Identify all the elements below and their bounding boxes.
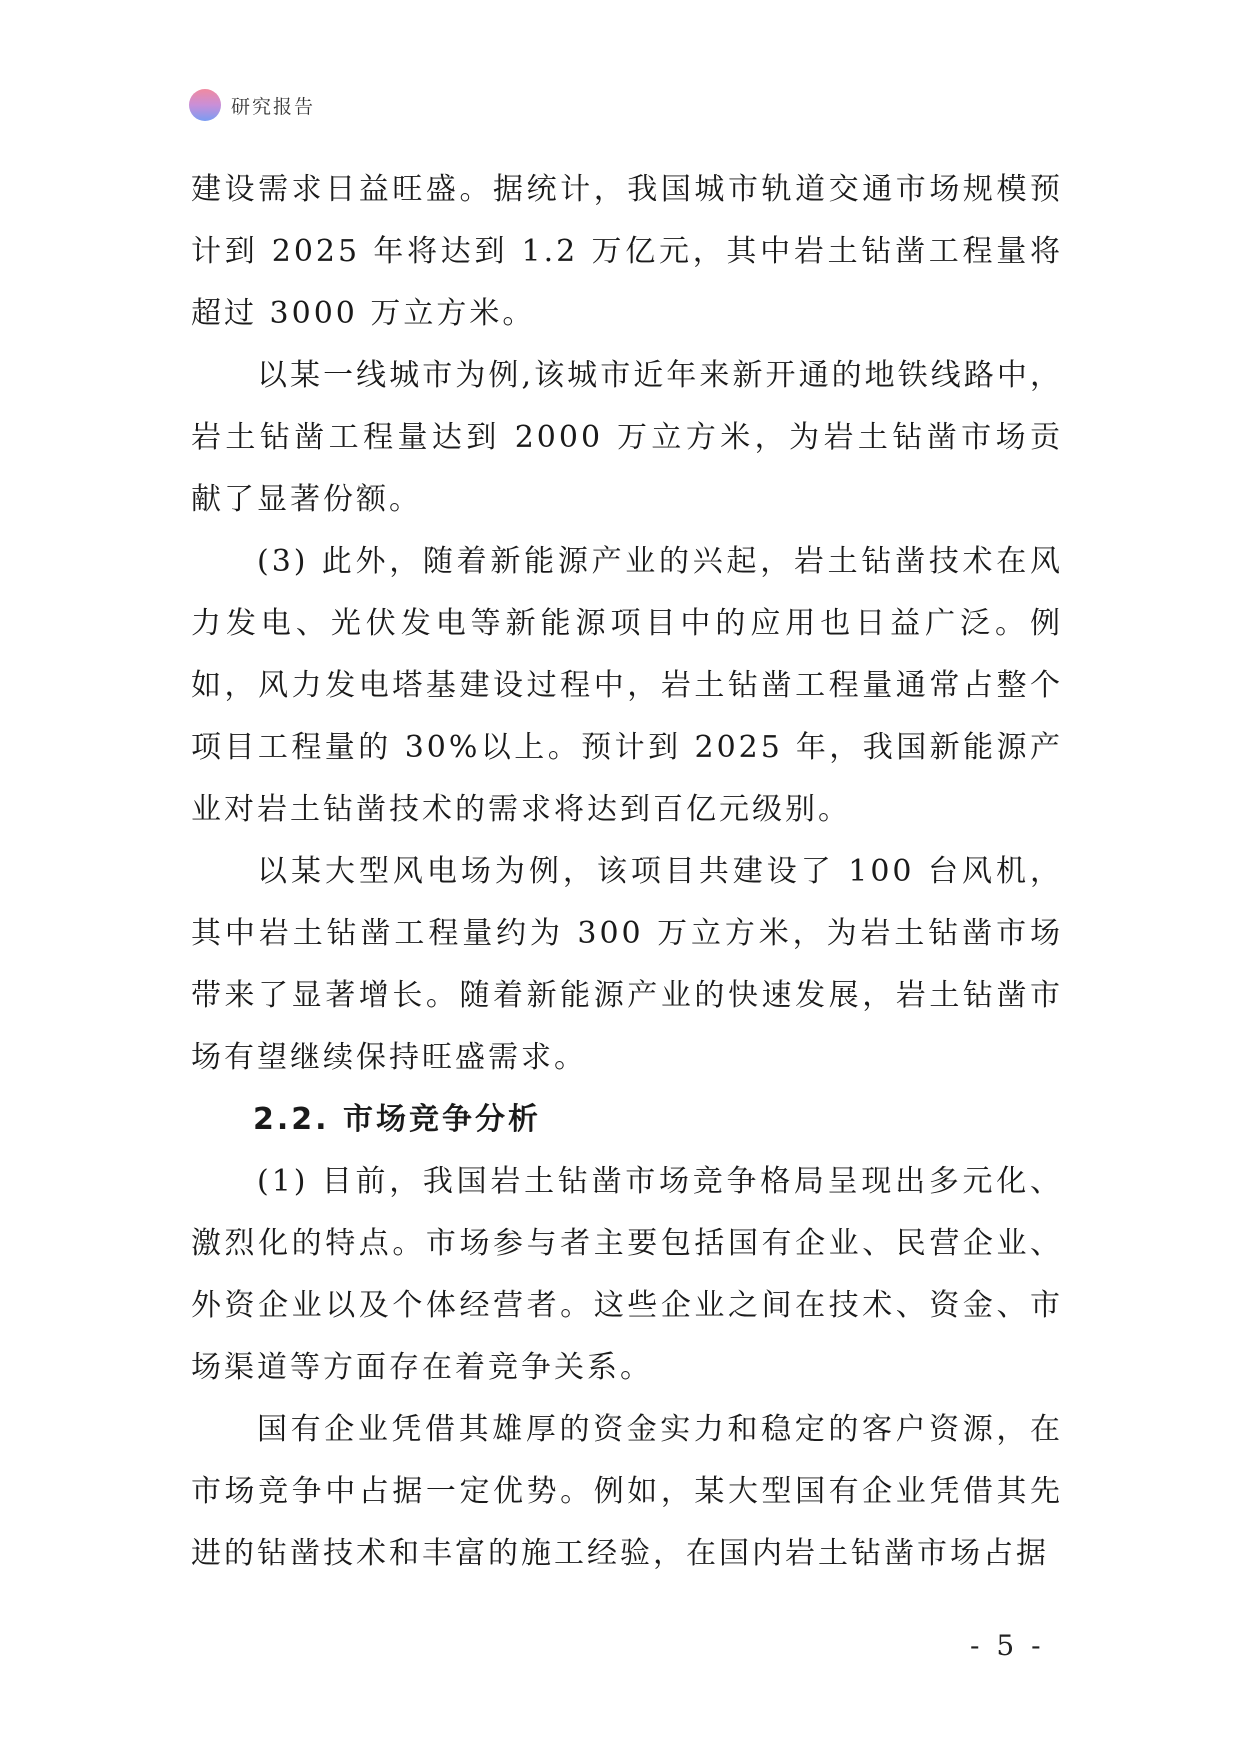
section-heading: 2.2. 市场竞争分析 (253, 1102, 541, 1137)
paragraph-state-owned: 国有企业凭借其雄厚的资金实力和稳定的客户资源，在市场竞争中占据一定优势。例如，某大型国有企业凭借其先进的钻凿技术和丰富的施工经验，在国内岩土钻凿市场占据 (191, 1412, 1063, 1571)
page-number: - 5 - (970, 1629, 1045, 1662)
paragraph-city-example: 以某一线城市为例,该城市近年来新开通的地铁线路中，岩土钻凿工程量达到 2000 万立方米，为岩土钻凿市场贡献了显著份额。 (191, 358, 1063, 517)
document-body (191, 159, 1063, 1585)
page-header (189, 89, 315, 121)
paragraph-new-energy: (3) 此外，随着新能源产业的兴起，岩土钻凿技术在风力发电、光伏发电等新能源项目中的应用也日益广泛。例如，风力发电塔基建设过程中，岩土钻凿工程量通常占整个项目工程量的 30%以上。预计到 2025 年，我国新能源产业对岩土钻凿技术的需求将达到百亿元级别。 (191, 544, 1063, 827)
paragraph-continuation: 建设需求日益旺盛。据统计，我国城市轨道交通市场规模预计到 2025 年将达到 1.2 万亿元，其中岩土钻凿工程量将超过 3000 万立方米。 (191, 172, 1063, 331)
paragraph-competition: (1) 目前，我国岩土钻凿市场竞争格局呈现出多元化、激烈化的特点。市场参与者主要包括国有企业、民营企业、外资企业以及个体经营者。这些企业之间在技术、资金、市场渠道等方面存在着竞争关系。 (191, 1164, 1063, 1385)
report-logo-icon (189, 89, 221, 121)
header-title: 研究报告 (231, 95, 316, 118)
paragraph-wind-farm-example: 以某大型风电场为例，该项目共建设了 100 台风机，其中岩土钻凿工程量约为 300 万立方米，为岩土钻凿市场带来了显著增长。随着新能源产业的快速发展，岩土钻凿市场有望继续保持旺盛需求。 (191, 854, 1063, 1075)
